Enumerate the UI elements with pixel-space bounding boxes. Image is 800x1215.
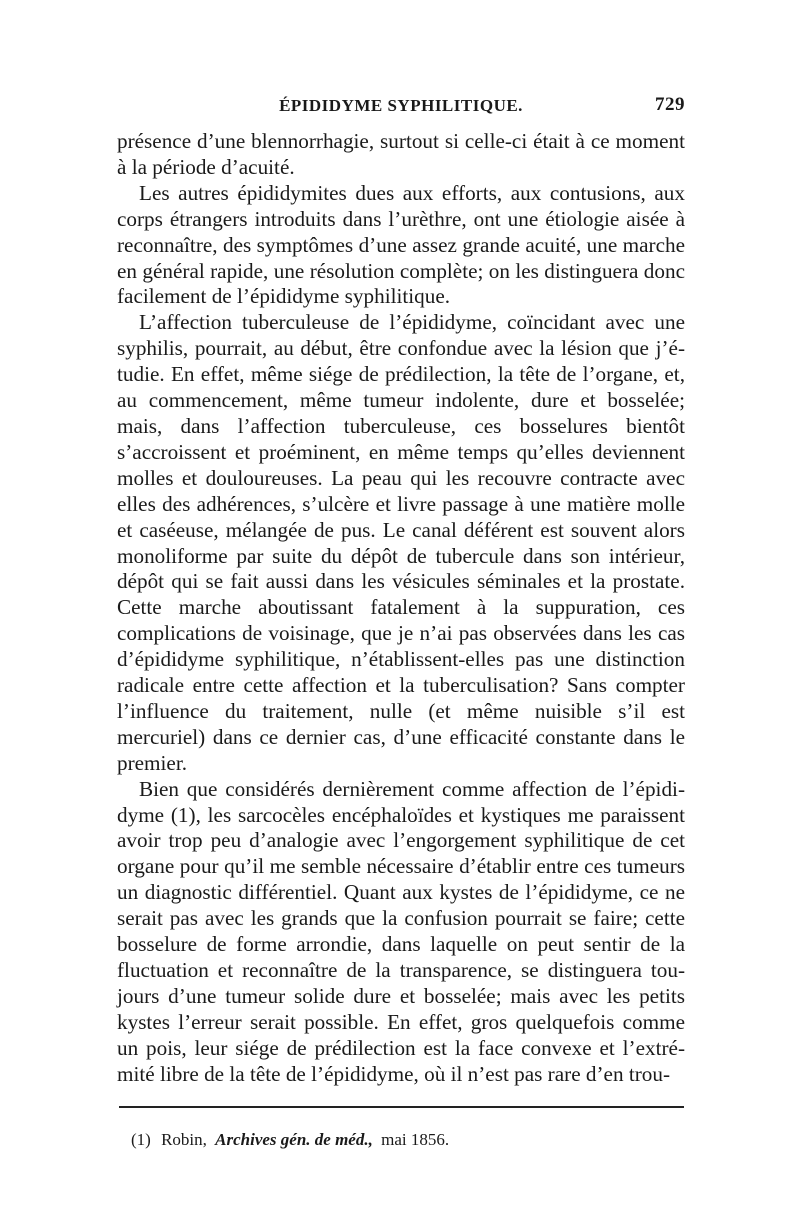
paragraph-sarcoceles-cysts: Bien que considérés dernièrement comme affection de l’épididyme (1), les sarcocèles encéphaloïdes et kystiques me paraissent avoir trop peu d’analogie avec l’engorgement syphilitique de cet organe pour qu’il me semble nécessaire d’établir entre ces tumeurs un diagnostic différentiel. Quant aux kystes de l’épididyme, ce ne serait pas avec les grands que la confusion pourrait se faire; cette bosselure de forme arrondie, dans laquelle on peut sentir de la fluctuation et reconnaître de la transparence, se distinguera toujours d’une tumeur solide dure et bosselée; mais avec les petits kystes l’erreur serait possible. En effet, gros quelquefois comme un pois, leur siége de prédilection est la face convexe et l’extrémité libre de la tête de l’épididyme, où il n’est pas rare d’en trou-	[117, 776, 685, 1086]
footnote-journal: Archives gén. de méd.,	[215, 1130, 373, 1149]
page-header	[117, 92, 685, 122]
page-number: 729	[655, 94, 685, 115]
footnote-author: Robin,	[161, 1130, 207, 1149]
footnote-date: mai 1856.	[381, 1130, 450, 1149]
footnote	[131, 1129, 671, 1151]
footnote-marker: (1)	[131, 1130, 151, 1149]
paragraph-other-epididymitis: Les autres épididymites dues aux efforts, aux contusions, aux corps étrangers introduits dans l’urèthre, ont une étiologie aisée à reconnaître, des symptômes d’une assez grande acuité, une marche en général rapide, une résolution complète; on les distinguera donc facilement de l’épididyme syphilitique.	[117, 180, 685, 309]
running-title: ÉPIDIDYME SYPHILITIQUE.	[279, 96, 523, 115]
footnote-divider	[119, 1106, 684, 1108]
paragraph-tuberculosis: L’affection tuberculeuse de l’épididyme, coïncidant avec une syphilis, pourrait, au début, être confondue avec la lésion que j’étudie. En effet, même siége de prédilection, la tête de l’organe, et, au commencement, même tumeur indolente, dure et bosselée; mais, dans l’affection tuberculeuse, ces bosselures bientôt s’accroissent et proéminent, en même temps qu’elles deviennent molles et douloureuses. La peau qui les recouvre contracte avec elles des adhérences, s’ulcère et livre passage à une matière molle et caséeuse, mélangée de pus. Le canal déférent est souvent alors monoliforme par suite du dépôt de tubercule dans son intérieur, dépôt qui se fait aussi dans les vésicules séminales et la prostate. Cette marche aboutissant fatalement à la suppuration, ces complications de voisinage, que je n’ai pas observées dans les cas d’épididyme syphilitique, n’établissent-elles pas une distinction radicale entre cette affection et la tuberculisation? Sans compter l’influence du traitement, nulle (et même nuisible s’il est mercuriel) dans ce dernier cas, d’une efficacité constante dans le premier.	[117, 310, 685, 775]
body-text	[117, 129, 685, 1088]
paragraph-continuation: présence d’une blennorrhagie, surtout si celle-ci était à ce moment à la période d’acuité.	[117, 129, 685, 179]
